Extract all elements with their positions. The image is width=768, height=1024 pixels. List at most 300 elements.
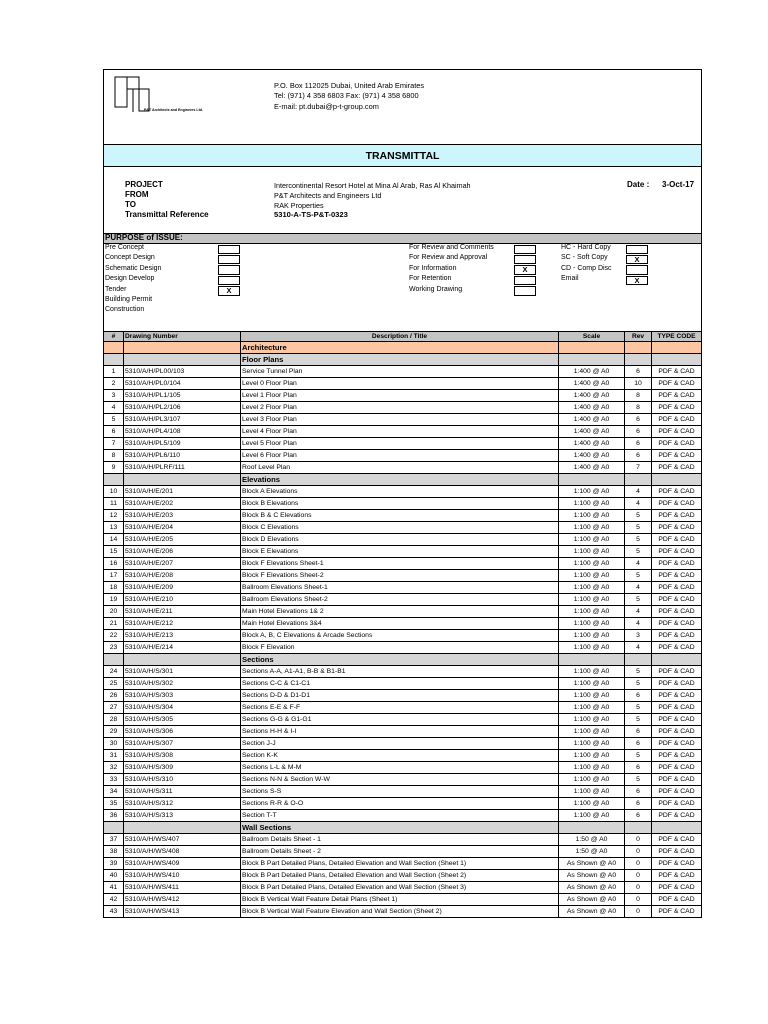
type-code: PDF & CAD [658, 452, 695, 459]
type-code: PDF & CAD [658, 620, 695, 627]
from-value: P&T Architects and Engineers Ltd [274, 191, 382, 200]
drawing-scale: As Shown @ A0 [559, 894, 625, 905]
drawing-scale: 1:100 @ A0 [559, 714, 625, 725]
table-row [103, 438, 702, 450]
table-row [103, 486, 702, 498]
row-number: 11 [104, 498, 124, 509]
col-scale-header: Scale [559, 332, 625, 341]
drawing-scale: 1:100 @ A0 [559, 750, 625, 761]
drawing-number: 5310/A/H/E/205 [124, 534, 241, 545]
purpose-checkbox[interactable]: X [218, 286, 240, 296]
type-code: PDF & CAD [658, 536, 695, 543]
drawing-revision: 5 [625, 774, 652, 785]
type-code [652, 654, 701, 665]
row-number [104, 342, 124, 353]
row-number: 9 [104, 462, 124, 473]
drawing-number: 5310/A/H/E/208 [124, 570, 241, 581]
row-number: 32 [104, 762, 124, 773]
drawing-number [124, 822, 241, 833]
drawing-description: Block B Part Detailed Plans, Detailed Elevation and Wall Section (Sheet 2) [241, 870, 559, 881]
drawing-description: Architecture [241, 342, 559, 353]
type-code: PDF & CAD [658, 740, 695, 747]
drawing-revision: 6 [625, 426, 652, 437]
drawing-scale: 1:400 @ A0 [559, 366, 625, 377]
drawing-scale: 1:400 @ A0 [559, 450, 625, 461]
col-number-header: # [104, 332, 124, 341]
drawing-revision: 5 [625, 702, 652, 713]
section-heading-row [103, 654, 702, 666]
row-number: 25 [104, 678, 124, 689]
drawing-number: 5310/A/H/S/311 [124, 786, 241, 797]
type-code: PDF & CAD [658, 908, 695, 915]
type-code [652, 822, 701, 833]
drawing-revision [625, 354, 652, 365]
drawing-description: Sections R-R & O-O [241, 798, 559, 809]
purpose-left-label: Building Permit [105, 296, 153, 303]
drawing-revision: 8 [625, 402, 652, 413]
type-code: PDF & CAD [658, 896, 695, 903]
table-row [103, 690, 702, 702]
drawing-scale: 1:100 @ A0 [559, 726, 625, 737]
drawing-revision: 8 [625, 390, 652, 401]
purpose-checkbox[interactable] [626, 245, 648, 255]
row-number: 33 [104, 774, 124, 785]
drawing-revision: 6 [625, 414, 652, 425]
row-number: 20 [104, 606, 124, 617]
drawing-description: Sections D-D & D1-D1 [241, 690, 559, 701]
purpose-checkbox[interactable] [514, 245, 536, 255]
type-code: PDF & CAD [658, 728, 695, 735]
drawing-number: 5310/A/H/S/305 [124, 714, 241, 725]
drawing-scale: 1:100 @ A0 [559, 762, 625, 773]
drawing-scale: 1:100 @ A0 [559, 702, 625, 713]
row-number: 6 [104, 426, 124, 437]
table-row [103, 798, 702, 810]
row-number: 31 [104, 750, 124, 761]
col-rev-header: Rev [625, 332, 652, 341]
type-code: PDF & CAD [658, 692, 695, 699]
drawing-description: Block F Elevations Sheet-2 [241, 570, 559, 581]
purpose-middle-label: For Information [409, 264, 457, 272]
table-row [103, 522, 702, 534]
purpose-checkbox[interactable] [514, 276, 536, 286]
row-number: 5 [104, 414, 124, 425]
drawing-description: Ballroom Elevations Sheet-1 [241, 582, 559, 593]
purpose-middle-label: For Review and Approval [409, 254, 488, 262]
drawing-number: 5310/A/H/E/206 [124, 546, 241, 557]
drawing-description: Section T-T [241, 810, 559, 821]
table-row [103, 366, 702, 378]
drawing-revision: 4 [625, 486, 652, 497]
table-row [103, 450, 702, 462]
type-code: PDF & CAD [658, 812, 695, 819]
transmittal-sheet [103, 69, 702, 918]
reference-label: Transmittal Reference [125, 210, 209, 219]
row-number: 3 [104, 390, 124, 401]
project-label: PROJECT [125, 180, 163, 189]
col-type-header: TYPE CODE [657, 333, 696, 340]
row-number: 26 [104, 690, 124, 701]
row-number: 43 [104, 906, 124, 917]
drawing-revision: 6 [625, 726, 652, 737]
type-code: PDF & CAD [658, 548, 695, 555]
purpose-checkbox[interactable] [218, 245, 240, 255]
drawing-description: Block A, B, C Elevations & Arcade Sections [241, 630, 559, 641]
row-number: 22 [104, 630, 124, 641]
drawing-scale: 1:100 @ A0 [559, 522, 625, 533]
drawing-revision: 6 [625, 366, 652, 377]
drawing-scale: 1:400 @ A0 [559, 438, 625, 449]
drawing-number: 5310/A/H/PLRF/111 [124, 462, 241, 473]
drawing-revision: 5 [625, 714, 652, 725]
drawing-scale: 1:100 @ A0 [559, 798, 625, 809]
drawing-number: 5310/A/H/PL6/110 [124, 450, 241, 461]
drawing-scale: 1:100 @ A0 [559, 558, 625, 569]
drawing-number: 5310/A/H/E/201 [124, 486, 241, 497]
drawing-scale [559, 822, 625, 833]
table-row [103, 846, 702, 858]
drawing-scale: 1:100 @ A0 [559, 786, 625, 797]
type-code: PDF & CAD [658, 500, 695, 507]
drawing-scale: 1:100 @ A0 [559, 534, 625, 545]
type-code: PDF & CAD [658, 704, 695, 711]
table-row [103, 582, 702, 594]
table-row [103, 510, 702, 522]
drawing-description: Sections N-N & Section W-W [241, 774, 559, 785]
drawing-revision: 0 [625, 882, 652, 893]
drawing-scale [559, 474, 625, 485]
table-row [103, 546, 702, 558]
drawing-description: Ballroom Details Sheet - 1 [241, 834, 559, 845]
to-value: RAK Properties [274, 201, 324, 210]
type-code: PDF & CAD [658, 440, 695, 447]
address-line: P.O. Box 112025 Dubai, United Arab Emirates [274, 81, 425, 90]
row-number [104, 822, 124, 833]
table-row [103, 666, 702, 678]
table-row [103, 750, 702, 762]
from-label: FROM [125, 190, 149, 199]
purpose-checkbox[interactable] [626, 265, 648, 275]
purpose-header-bar [104, 233, 701, 244]
drawing-scale [559, 654, 625, 665]
type-code: PDF & CAD [658, 644, 695, 651]
type-code: PDF & CAD [658, 752, 695, 759]
drawing-description: Sections H-H & I-I [241, 726, 559, 737]
drawing-revision: 5 [625, 522, 652, 533]
purpose-checkbox[interactable] [514, 286, 536, 296]
drawing-number: 5310/A/H/E/203 [124, 510, 241, 521]
row-number: 24 [104, 666, 124, 677]
drawing-revision: 4 [625, 582, 652, 593]
drawing-number: 5310/A/H/PL5/109 [124, 438, 241, 449]
drawing-description: Block D Elevations [241, 534, 559, 545]
type-code: PDF & CAD [658, 788, 695, 795]
drawing-scale: 1:100 @ A0 [559, 738, 625, 749]
drawing-revision: 10 [625, 378, 652, 389]
drawing-description: Level 1 Floor Plan [241, 390, 559, 401]
project-value: Intercontinental Resort Hotel at Mina Al Arab, Ras Al Khaimah [274, 181, 471, 190]
drawing-description: Sections A-A, A1-A1, B-B & B1-B1 [241, 666, 559, 677]
table-row [103, 426, 702, 438]
drawing-number: 5310/A/H/S/312 [124, 798, 241, 809]
drawing-scale: 1:100 @ A0 [559, 690, 625, 701]
drawing-scale: 1:50 @ A0 [559, 846, 625, 857]
type-code: PDF & CAD [658, 848, 695, 855]
table-row [103, 462, 702, 474]
row-number [104, 354, 124, 365]
drawing-revision: 4 [625, 498, 652, 509]
table-row [103, 378, 702, 390]
drawing-number: 5310/A/H/S/306 [124, 726, 241, 737]
section-heading-row [103, 354, 702, 366]
row-number: 8 [104, 450, 124, 461]
drawing-number: 5310/A/H/PL00/103 [124, 366, 241, 377]
type-code: PDF & CAD [658, 800, 695, 807]
drawing-description: Level 5 Floor Plan [241, 438, 559, 449]
type-code: PDF & CAD [658, 584, 695, 591]
drawing-description: Block B Part Detailed Plans, Detailed Elevation and Wall Section (Sheet 3) [241, 882, 559, 893]
type-code [652, 474, 701, 485]
drawing-description: Block F Elevation [241, 642, 559, 653]
table-row [103, 534, 702, 546]
drawing-description: Main Hotel Elevations 1& 2 [241, 606, 559, 617]
drawing-description: Sections C-C & C1-C1 [241, 678, 559, 689]
drawing-scale: As Shown @ A0 [559, 882, 625, 893]
purpose-checkbox[interactable] [218, 265, 240, 275]
type-code: PDF & CAD [658, 716, 695, 723]
project-info [103, 167, 702, 233]
row-number [104, 474, 124, 485]
row-number: 15 [104, 546, 124, 557]
type-code: PDF & CAD [658, 572, 695, 579]
type-code: PDF & CAD [658, 764, 695, 771]
row-number: 21 [104, 618, 124, 629]
letterhead [103, 69, 702, 145]
type-code: PDF & CAD [658, 860, 695, 867]
row-number: 1 [104, 366, 124, 377]
table-row [103, 870, 702, 882]
drawing-description: Level 6 Floor Plan [241, 450, 559, 461]
type-code: PDF & CAD [658, 524, 695, 531]
drawing-number: 5310/A/H/PL1/105 [124, 390, 241, 401]
drawing-description: Roof Level Plan [241, 462, 559, 473]
drawing-scale: 1:100 @ A0 [559, 810, 625, 821]
drawing-number [124, 342, 241, 353]
drawing-revision: 4 [625, 558, 652, 569]
type-code: PDF & CAD [658, 680, 695, 687]
drawing-revision: 0 [625, 858, 652, 869]
table-row [103, 726, 702, 738]
purpose-checkbox[interactable] [218, 255, 240, 265]
drawing-number: 5310/A/H/E/202 [124, 498, 241, 509]
drawing-revision [625, 342, 652, 353]
drawing-scale: 1:100 @ A0 [559, 774, 625, 785]
drawing-number: 5310/A/H/S/302 [124, 678, 241, 689]
purpose-right-label: SC - Soft Copy [561, 254, 608, 262]
type-code: PDF & CAD [658, 632, 695, 639]
type-code: PDF & CAD [658, 404, 695, 411]
drawing-revision: 6 [625, 810, 652, 821]
type-code: PDF & CAD [658, 416, 695, 423]
table-row [103, 738, 702, 750]
table-row [103, 618, 702, 630]
type-code [652, 354, 701, 365]
drawing-scale: 1:100 @ A0 [559, 486, 625, 497]
row-number: 16 [104, 558, 124, 569]
drawing-number: 5310/A/H/WS/410 [124, 870, 241, 881]
drawing-revision: 6 [625, 762, 652, 773]
row-number: 34 [104, 786, 124, 797]
drawing-scale: 1:100 @ A0 [559, 498, 625, 509]
purpose-left-label: Schematic Design [105, 264, 162, 272]
purpose-left-label: Concept Design [105, 254, 155, 262]
drawing-description: Section J-J [241, 738, 559, 749]
drawing-scale: 1:400 @ A0 [559, 462, 625, 473]
drawing-description: Block B Part Detailed Plans, Detailed Elevation and Wall Section (Sheet 1) [241, 858, 559, 869]
drawing-number: 5310/A/H/S/307 [124, 738, 241, 749]
table-row [103, 834, 702, 846]
drawing-description: Block A Elevations [241, 486, 559, 497]
type-code: PDF & CAD [658, 776, 695, 783]
section-heading-row [103, 822, 702, 834]
purpose-left-label: Design Develop [105, 275, 155, 283]
drawing-description: Block B & C Elevations [241, 510, 559, 521]
purpose-left-label: Construction [105, 306, 145, 314]
row-number: 2 [104, 378, 124, 389]
drawing-description: Sections G-G & G1-G1 [241, 714, 559, 725]
purpose-left-label: Tender [105, 285, 127, 293]
type-code: PDF & CAD [658, 836, 695, 843]
drawing-revision: 5 [625, 750, 652, 761]
type-code: PDF & CAD [658, 608, 695, 615]
col-description-header: Description / Title [241, 332, 559, 341]
table-row [103, 402, 702, 414]
table-row [103, 786, 702, 798]
drawing-number: 5310/A/H/PL2/106 [124, 402, 241, 413]
company-address [274, 81, 424, 112]
to-label: TO [125, 200, 136, 209]
drawing-revision: 6 [625, 738, 652, 749]
row-number: 10 [104, 486, 124, 497]
drawing-description: Level 2 Floor Plan [241, 402, 559, 413]
purpose-middle-label: Working Drawing [409, 285, 463, 293]
drawing-description: Block B Elevations [241, 498, 559, 509]
purpose-checkbox[interactable]: X [514, 265, 536, 275]
drawing-revision: 5 [625, 546, 652, 557]
drawing-revision: 0 [625, 894, 652, 905]
drawing-number [124, 354, 241, 365]
row-number: 4 [104, 402, 124, 413]
row-number [104, 654, 124, 665]
drawing-number: 5310/A/H/WS/407 [124, 834, 241, 845]
drawing-scale [559, 354, 625, 365]
drawing-revision [625, 474, 652, 485]
purpose-right-label: Email [561, 275, 579, 283]
purpose-title: PURPOSE of ISSUE: [105, 233, 183, 242]
drawing-description: Sections S-S [241, 786, 559, 797]
drawing-description: Block B Vertical Wall Feature Elevation and Wall Section (Sheet 2) [241, 906, 559, 917]
row-number: 38 [104, 846, 124, 857]
drawing-number: 5310/A/H/WS/408 [124, 846, 241, 857]
purpose-left-label: Pre Concept [105, 244, 144, 251]
drawing-scale: 1:100 @ A0 [559, 606, 625, 617]
drawing-revision: 5 [625, 510, 652, 521]
row-number: 18 [104, 582, 124, 593]
drawing-description: Section K-K [241, 750, 559, 761]
type-code: PDF & CAD [658, 872, 695, 879]
table-row [103, 774, 702, 786]
row-number: 40 [104, 870, 124, 881]
table-row [103, 810, 702, 822]
type-code: PDF & CAD [658, 512, 695, 519]
drawing-scale: 1:400 @ A0 [559, 378, 625, 389]
drawing-revision: 0 [625, 846, 652, 857]
drawing-description: Block F Elevations Sheet-1 [241, 558, 559, 569]
row-number: 28 [104, 714, 124, 725]
drawing-revision: 0 [625, 906, 652, 917]
drawing-revision: 0 [625, 834, 652, 845]
purpose-checkbox[interactable]: X [626, 276, 648, 286]
row-number: 27 [104, 702, 124, 713]
type-code [652, 342, 701, 353]
table-header [103, 331, 702, 342]
drawing-scale: 1:100 @ A0 [559, 570, 625, 581]
purpose-middle-label: For Retention [409, 275, 452, 283]
drawing-revision [625, 822, 652, 833]
drawing-description: Floor Plans [241, 354, 559, 365]
drawing-scale: 1:100 @ A0 [559, 678, 625, 689]
table-row [103, 390, 702, 402]
purpose-checkbox[interactable]: X [626, 255, 648, 265]
table-row [103, 882, 702, 894]
drawing-table [103, 342, 702, 918]
purpose-of-issue [103, 233, 702, 331]
drawing-revision: 6 [625, 798, 652, 809]
drawing-scale: 1:100 @ A0 [559, 594, 625, 605]
drawing-number: 5310/A/H/E/210 [124, 594, 241, 605]
drawing-scale: As Shown @ A0 [559, 858, 625, 869]
drawing-number: 5310/A/H/E/213 [124, 630, 241, 641]
table-row [103, 678, 702, 690]
purpose-checkbox[interactable] [218, 276, 240, 286]
drawing-description: Level 4 Floor Plan [241, 426, 559, 437]
table-row [103, 558, 702, 570]
table-row [103, 858, 702, 870]
drawing-description: Block E Elevations [241, 546, 559, 557]
drawing-number: 5310/A/H/S/309 [124, 762, 241, 773]
table-row [103, 498, 702, 510]
drawing-number: 5310/A/H/WS/413 [124, 906, 241, 917]
type-code: PDF & CAD [658, 488, 695, 495]
logo-caption: P&T Architects and Engineers Ltd. [144, 108, 203, 112]
drawing-description: Level 3 Floor Plan [241, 414, 559, 425]
drawing-description: Level 0 Floor Plan [241, 378, 559, 389]
drawing-number: 5310/A/H/S/301 [124, 666, 241, 677]
drawing-description: Sections [241, 654, 559, 665]
drawing-description: Elevations [241, 474, 559, 485]
type-code: PDF & CAD [658, 560, 695, 567]
drawing-scale: 1:100 @ A0 [559, 510, 625, 521]
drawing-scale: As Shown @ A0 [559, 870, 625, 881]
drawing-revision: 7 [625, 462, 652, 473]
table-row [103, 414, 702, 426]
row-number: 29 [104, 726, 124, 737]
purpose-checkbox[interactable] [514, 255, 536, 265]
table-row [103, 630, 702, 642]
type-code: PDF & CAD [658, 392, 695, 399]
drawing-number: 5310/A/H/WS/412 [124, 894, 241, 905]
drawing-number [124, 654, 241, 665]
